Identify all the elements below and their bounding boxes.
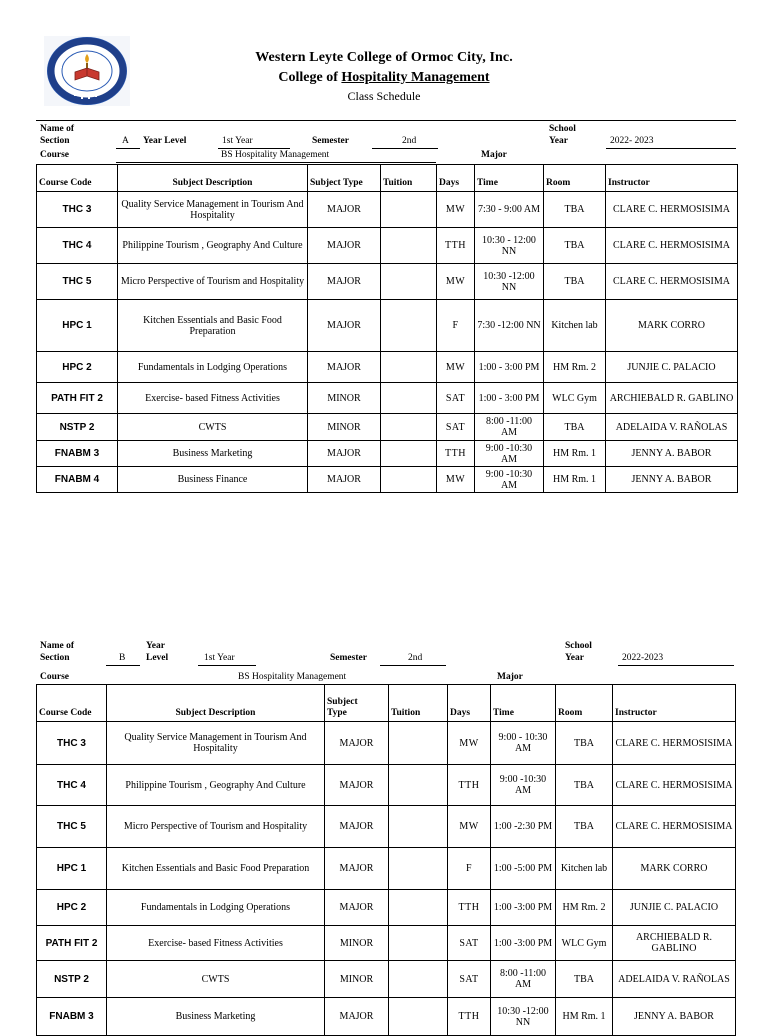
b-cell-course-code: THC 3 — [37, 722, 107, 765]
cell-tuition — [381, 264, 437, 300]
cell-subject-type: MAJOR — [308, 467, 381, 493]
label-name-of-b: Name of — [40, 641, 75, 651]
cell-instructor: JENNY A. BABOR — [606, 441, 738, 467]
section-b-value: B — [119, 653, 126, 663]
cell-subject-description: Philippine Tourism , Geography And Culture — [118, 228, 308, 264]
cell-subject-type: MINOR — [308, 383, 381, 414]
col-header-tuition-b: Tuition — [389, 685, 448, 722]
b-cell-subject-type: MINOR — [325, 926, 389, 961]
b-cell-time: 1:00 -5:00 PM — [491, 848, 556, 890]
section-a-semester: 2nd — [402, 136, 417, 146]
label-year: Year — [549, 136, 568, 146]
b-cell-days: MW — [448, 722, 491, 765]
table-row — [37, 806, 736, 848]
col-header-type-b: Type — [327, 708, 347, 718]
cell-room: TBA — [544, 192, 606, 228]
cell-tuition — [381, 383, 437, 414]
label-year-b: Year — [146, 641, 165, 651]
b-cell-subject-description: Exercise- based Fitness Activities — [107, 926, 325, 961]
cell-course-code: FNABM 4 — [37, 467, 118, 493]
cell-subject-type: MAJOR — [308, 264, 381, 300]
b-cell-instructor: CLARE C. HERMOSISIMA — [613, 765, 736, 806]
college-name — [0, 70, 768, 86]
cell-course-code: FNABM 3 — [37, 441, 118, 467]
cell-course-code: HPC 2 — [37, 352, 118, 383]
cell-instructor: ARCHIEBALD R. GABLINO — [606, 383, 738, 414]
col-header-tuition: Tuition — [381, 165, 437, 192]
cell-days: SAT — [437, 383, 475, 414]
b-cell-time: 1:00 -2:30 PM — [491, 806, 556, 848]
b-cell-instructor: JENNY A. BABOR — [613, 998, 736, 1036]
b-cell-subject-description: CWTS — [107, 961, 325, 998]
col-header-subject-type: Subject Type — [308, 165, 381, 192]
b-cell-course-code: HPC 2 — [37, 890, 107, 926]
cell-subject-description: CWTS — [118, 414, 308, 441]
b-cell-subject-type: MAJOR — [325, 722, 389, 765]
b-cell-time: 8:00 -11:00 AM — [491, 961, 556, 998]
b-cell-course-code: THC 4 — [37, 765, 107, 806]
cell-days: TTH — [437, 228, 475, 264]
cell-course-code: NSTP 2 — [37, 414, 118, 441]
cell-instructor: CLARE C. HERMOSISIMA — [606, 264, 738, 300]
cell-room: HM Rm. 1 — [544, 441, 606, 467]
b-cell-days: TTH — [448, 890, 491, 926]
col-header-instructor: Instructor — [606, 165, 738, 192]
section-a-schedule-table — [36, 164, 738, 493]
cell-subject-description: Quality Service Management in Tourism And Hospitality — [118, 192, 308, 228]
col-header-subject-description: Subject Description — [118, 165, 308, 192]
cell-subject-type: MAJOR — [308, 192, 381, 228]
b-cell-instructor: JUNJIE C. PALACIO — [613, 890, 736, 926]
cell-room: TBA — [544, 228, 606, 264]
col-header-days: Days — [437, 165, 475, 192]
label-school-b: School — [565, 641, 592, 651]
cell-room: Kitchen lab — [544, 300, 606, 352]
cell-tuition — [381, 228, 437, 264]
cell-subject-description: Exercise- based Fitness Activities — [118, 383, 308, 414]
cell-tuition — [381, 441, 437, 467]
cell-room: WLC Gym — [544, 383, 606, 414]
table-row — [37, 722, 736, 765]
b-cell-time: 1:00 -3:00 PM — [491, 890, 556, 926]
b-cell-time: 9:00 - 10:30 AM — [491, 722, 556, 765]
label-semester-b: Semester — [330, 653, 367, 663]
cell-course-code: THC 4 — [37, 228, 118, 264]
b-cell-subject-description: Business Marketing — [107, 998, 325, 1036]
cell-course-code: THC 5 — [37, 264, 118, 300]
college-department: Hospitality Management — [341, 70, 490, 85]
b-cell-tuition — [389, 722, 448, 765]
cell-tuition — [381, 352, 437, 383]
b-cell-tuition — [389, 765, 448, 806]
section-a-course: BS Hospitality Management — [221, 150, 330, 160]
label-year-level: Year Level — [143, 136, 187, 146]
cell-course-code: HPC 1 — [37, 300, 118, 352]
table-row — [37, 228, 738, 264]
table-row — [37, 264, 738, 300]
cell-time: 9:00 -10:30 AM — [475, 467, 544, 493]
b-cell-subject-type: MAJOR — [325, 806, 389, 848]
b-cell-subject-type: MINOR — [325, 961, 389, 998]
b-cell-tuition — [389, 890, 448, 926]
b-cell-subject-description: Philippine Tourism , Geography And Culture — [107, 765, 325, 806]
b-cell-time: 10:30 -12:00 NN — [491, 998, 556, 1036]
b-cell-subject-type: MAJOR — [325, 998, 389, 1036]
b-cell-room: HM Rm. 1 — [556, 998, 613, 1036]
cell-days: TTH — [437, 441, 475, 467]
cell-instructor: CLARE C. HERMOSISIMA — [606, 192, 738, 228]
label-level-b: Level — [146, 653, 169, 663]
b-cell-subject-description: Quality Service Management in Tourism And Hospitality — [107, 722, 325, 765]
label-school-year-b: Year — [565, 653, 584, 663]
label-name-of: Name of — [40, 124, 75, 134]
col-header-subject-description-b: Subject Description — [107, 685, 325, 722]
table-row — [37, 414, 738, 441]
label-course: Course — [40, 150, 70, 160]
cell-days: MW — [437, 264, 475, 300]
table-row — [37, 192, 738, 228]
b-cell-days: MW — [448, 806, 491, 848]
b-cell-course-code: FNABM 3 — [37, 998, 107, 1036]
b-cell-course-code: HPC 1 — [37, 848, 107, 890]
cell-days: MW — [437, 352, 475, 383]
cell-time: 1:00 - 3:00 PM — [475, 352, 544, 383]
b-cell-tuition — [389, 926, 448, 961]
cell-instructor: CLARE C. HERMOSISIMA — [606, 228, 738, 264]
cell-course-code: THC 3 — [37, 192, 118, 228]
table-row — [37, 352, 738, 383]
b-cell-subject-description: Micro Perspective of Tourism and Hospitality — [107, 806, 325, 848]
cell-tuition — [381, 414, 437, 441]
cell-subject-type: MINOR — [308, 414, 381, 441]
col-header-time-b: Time — [491, 685, 556, 722]
b-cell-room: TBA — [556, 722, 613, 765]
cell-tuition — [381, 300, 437, 352]
table-row — [37, 848, 736, 890]
cell-instructor: JENNY A. BABOR — [606, 467, 738, 493]
b-cell-course-code: NSTP 2 — [37, 961, 107, 998]
table-row — [37, 441, 738, 467]
b-cell-days: SAT — [448, 961, 491, 998]
section-b-school-year: 2022-2023 — [622, 653, 664, 663]
table-row — [37, 961, 736, 998]
col-header-subject-type-b — [325, 685, 389, 722]
b-cell-tuition — [389, 961, 448, 998]
cell-days: F — [437, 300, 475, 352]
b-cell-subject-type: MAJOR — [325, 765, 389, 806]
cell-instructor: JUNJIE C. PALACIO — [606, 352, 738, 383]
table-row — [37, 890, 736, 926]
b-cell-tuition — [389, 806, 448, 848]
b-cell-days: F — [448, 848, 491, 890]
table-row — [37, 926, 736, 961]
label-semester: Semester — [312, 136, 349, 146]
header-rule — [36, 120, 736, 121]
section-b-schedule-table — [36, 684, 736, 1036]
college-prefix: College of — [278, 70, 342, 85]
cell-room: TBA — [544, 414, 606, 441]
cell-time: 1:00 - 3:00 PM — [475, 383, 544, 414]
label-course-b: Course — [40, 672, 70, 682]
label-school: School — [549, 124, 576, 134]
table-row — [37, 467, 738, 493]
cell-days: SAT — [437, 414, 475, 441]
cell-subject-type: MAJOR — [308, 352, 381, 383]
col-header-room-b: Room — [556, 685, 613, 722]
cell-subject-type: MAJOR — [308, 228, 381, 264]
col-header-course-code: Course Code — [37, 165, 118, 192]
table-row — [37, 383, 738, 414]
document-header — [0, 0, 768, 110]
b-cell-subject-type: MAJOR — [325, 848, 389, 890]
b-cell-subject-description: Fundamentals in Lodging Operations — [107, 890, 325, 926]
table-header-row-b — [37, 685, 736, 722]
cell-subject-description: Fundamentals in Lodging Operations — [118, 352, 308, 383]
cell-subject-description: Business Finance — [118, 467, 308, 493]
cell-days: MW — [437, 192, 475, 228]
b-cell-tuition — [389, 998, 448, 1036]
b-cell-course-code: PATH FIT 2 — [37, 926, 107, 961]
table-header-row — [37, 165, 738, 192]
cell-room: HM Rm. 2 — [544, 352, 606, 383]
col-header-subject-b: Subject — [327, 697, 358, 707]
label-major-b: Major — [497, 672, 523, 682]
section-b-semester: 2nd — [408, 653, 423, 663]
label-major: Major — [481, 150, 507, 160]
cell-subject-description: Kitchen Essentials and Basic Food Preparation — [118, 300, 308, 352]
b-cell-room: TBA — [556, 961, 613, 998]
table-row — [37, 765, 736, 806]
b-cell-instructor: MARK CORRO — [613, 848, 736, 890]
cell-subject-type: MAJOR — [308, 300, 381, 352]
col-header-time: Time — [475, 165, 544, 192]
cell-tuition — [381, 192, 437, 228]
section-b-course: BS Hospitality Management — [238, 672, 347, 682]
section-a-year-level: 1st Year — [222, 136, 253, 146]
b-cell-course-code: THC 5 — [37, 806, 107, 848]
label-section: Section — [40, 136, 70, 146]
b-cell-instructor: ADELAIDA V. RAÑOLAS — [613, 961, 736, 998]
table-row — [37, 998, 736, 1036]
cell-time: 9:00 -10:30 AM — [475, 441, 544, 467]
col-header-course-code-b: Course Code — [37, 685, 107, 722]
b-cell-days: SAT — [448, 926, 491, 961]
cell-time: 7:30 -12:00 NN — [475, 300, 544, 352]
b-cell-room: Kitchen lab — [556, 848, 613, 890]
b-cell-room: WLC Gym — [556, 926, 613, 961]
b-cell-room: HM Rm. 2 — [556, 890, 613, 926]
b-cell-instructor: CLARE C. HERMOSISIMA — [613, 722, 736, 765]
cell-time: 10:30 - 12:00 NN — [475, 228, 544, 264]
cell-subject-type: MAJOR — [308, 441, 381, 467]
cell-subject-description: Business Marketing — [118, 441, 308, 467]
cell-subject-description: Micro Perspective of Tourism and Hospitality — [118, 264, 308, 300]
cell-instructor: ADELAIDA V. RAÑOLAS — [606, 414, 738, 441]
cell-days: MW — [437, 467, 475, 493]
cell-time: 7:30 - 9:00 AM — [475, 192, 544, 228]
cell-room: HM Rm. 1 — [544, 467, 606, 493]
section-a-school-year: 2022- 2023 — [610, 136, 654, 146]
cell-time: 10:30 -12:00 NN — [475, 264, 544, 300]
b-cell-instructor: ARCHIEBALD R. GABLINO — [613, 926, 736, 961]
b-cell-time: 9:00 -10:30 AM — [491, 765, 556, 806]
document-title: Class Schedule — [347, 89, 421, 103]
col-header-room: Room — [544, 165, 606, 192]
col-header-days-b: Days — [448, 685, 491, 722]
cell-instructor: MARK CORRO — [606, 300, 738, 352]
b-cell-days: TTH — [448, 998, 491, 1036]
b-cell-room: TBA — [556, 765, 613, 806]
cell-time: 8:00 -11:00 AM — [475, 414, 544, 441]
cell-course-code: PATH FIT 2 — [37, 383, 118, 414]
cell-room: TBA — [544, 264, 606, 300]
b-cell-days: TTH — [448, 765, 491, 806]
b-cell-time: 1:00 -3:00 PM — [491, 926, 556, 961]
cell-tuition — [381, 467, 437, 493]
b-cell-subject-description: Kitchen Essentials and Basic Food Preparation — [107, 848, 325, 890]
section-a-value: A — [122, 136, 129, 146]
school-name: Western Leyte College of Ormoc City, Inc. — [255, 50, 513, 65]
b-cell-instructor: CLARE C. HERMOSISIMA — [613, 806, 736, 848]
label-section-b: Section — [40, 653, 70, 663]
col-header-instructor-b: Instructor — [613, 685, 736, 722]
table-row — [37, 300, 738, 352]
b-cell-tuition — [389, 848, 448, 890]
b-cell-subject-type: MAJOR — [325, 890, 389, 926]
b-cell-room: TBA — [556, 806, 613, 848]
section-b-year-level: 1st Year — [204, 653, 235, 663]
